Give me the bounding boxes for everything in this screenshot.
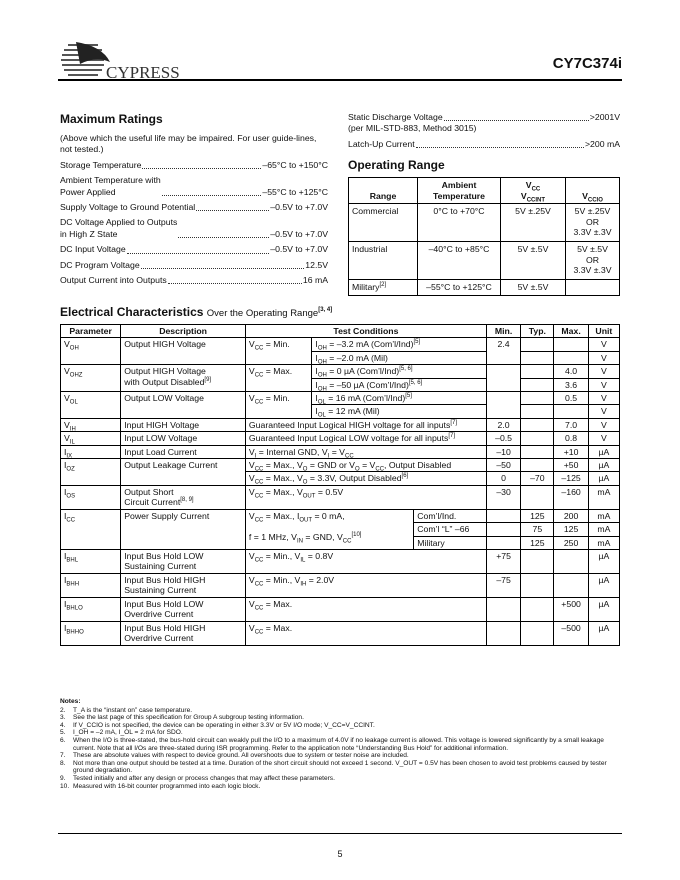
column-header: Ambient Temperature — [418, 178, 501, 204]
table-header-row: Parameter Description Test Conditions Min. Typ. Max. Unit — [61, 325, 620, 338]
note-item: 3. See the last page of this specification for Group A subgroup testing information. — [60, 714, 304, 722]
note-item: 7. These are absolute values with respect to device ground. All overshoots due to system or tester noise are included. — [60, 752, 409, 760]
note-item: 4. If V_CCIO is not specified, the device can be operating in either 3.3V or 5V I/O mode; V_CC=V_CCINT. — [60, 721, 375, 729]
table-row: $V_{OHZ}$ Output HIGH Voltage with Output Disabled[9] $V_{CC}$ = Max. $I_{OH} = 0$ µA (Com’l/Ind)[5, 6] 4.0 V — [61, 365, 620, 378]
rating-note: (per MIL-STD-883, Method 3015) — [348, 123, 477, 134]
table-row: $I_{OZ}$ Output Leakage Current $V_{CC}$ = Max., $V_O$ = GND or $V_O = V_{CC}$, Output Disabled –50 +50 µA — [61, 459, 620, 472]
operating-range-title: Operating Range — [348, 158, 445, 173]
table-row: $I_{IX}$ Input Load Current $V_I$ = Internal GND, $V_I = V_{CC}$ –10 +10 µA — [61, 445, 620, 458]
maximum-ratings-intro: (Above which the useful life may be impaired. For user guide-lines, not tested.) — [60, 133, 317, 155]
electrical-characteristics-title: Electrical Characteristics Over the Operating Range[3, 4] — [60, 305, 333, 319]
table-row: Military 125 250 mA — [61, 536, 620, 549]
table-row: $I_{CC}$ Power Supply Current $V_{CC}$ = Max., $I_{OUT} = 0$ mA, f = 1 MHz, $V_{IN}$ = GND, $V_{CC}[10]$ Com’l/Ind. 125 200 mA — [61, 509, 620, 522]
column-header: Range — [349, 178, 418, 204]
rating-row: Storage Temperature –65°C to +150°C — [60, 159, 328, 170]
rating-row: Ambient Temperature with Power Applied –55°C to +125°C — [60, 175, 328, 197]
right-column — [348, 112, 620, 296]
table-row: $I_{OL} = 12$ mA (Mil) V — [61, 405, 620, 418]
rating-row: Static Discharge Voltage >2001V — [348, 112, 620, 122]
table-row: $I_{OH} = -2.0$ mA (Mil) V — [61, 351, 620, 364]
table-row: $I_{BHHO}$ Input Bus Hold HIGH Overdrive Current $V_{CC}$ = Max. –500 µA — [61, 621, 620, 645]
table-row: Com’l “L” –66 75 125 mA — [61, 523, 620, 536]
table-row: $I_{BHLO}$ Input Bus Hold LOW Overdrive Current $V_{CC}$ = Max. +500 µA — [61, 597, 620, 621]
table-row: $V_{IH}$ Input HIGH Voltage Guaranteed Input Logical HIGH voltage for all inputs[7] 2.0 7.0 V — [61, 418, 620, 431]
note-item: 5. I_OH = –2 mA, I_OL = 2 mA for SDO. — [60, 729, 183, 737]
table-row: Industrial –40°C to +85°C 5V ±.5V 5V ±.5V OR 3.3V ±.3V — [349, 242, 620, 280]
table-row: $I_{OS}$ Output Short Circuit Current[8, 9] $V_{CC}$ = Max., $V_{OUT} = 0.5V$ –30 –160 mA — [61, 485, 620, 509]
column-header: $V_{CCIO}$ — [566, 178, 620, 204]
logo-text: CYPRESS — [106, 63, 180, 82]
rating-row: Output Current into Outputs 16 mA — [60, 275, 328, 286]
table-row: $V_{IL}$ Input LOW Voltage Guaranteed Input Logical LOW voltage for all inputs[7] –0.5 0.8 V — [61, 432, 620, 445]
notes-section — [60, 698, 620, 790]
notes-title: Notes: — [60, 698, 81, 705]
rating-row: DC Program Voltage 12.5V — [60, 259, 328, 270]
note-item: 2. T_A is the “instant on” case temperature. — [60, 706, 193, 714]
electrical-characteristics-table — [60, 324, 620, 646]
maximum-ratings-title: Maximum Ratings — [60, 112, 163, 126]
maximum-ratings-section — [60, 112, 328, 290]
column-header: $V_{CC}$ $V_{CCINT}$ — [501, 178, 566, 204]
table-row: Military[2] –55°C to +125°C 5V ±.5V — [349, 280, 620, 296]
rating-row: Latch-Up Current >200 mA — [348, 138, 620, 149]
operating-range-table — [348, 177, 620, 296]
note-item: 8. Not more than one output should be tested at a time. Duration of the short circuit should not exceed 1 second. V_OUT = 0.5V has been chosen to avoid test problems caused by tester ground degradation. — [60, 759, 607, 775]
rating-row: DC Voltage Applied to Outputs in High Z State –0.5V to +7.0V — [60, 217, 328, 239]
rating-row: DC Input Voltage –0.5V to +7.0V — [60, 244, 328, 255]
table-row: Commercial 0°C to +70°C 5V ±.25V 5V ±.25V OR 3.3V ±.3V — [349, 204, 620, 242]
table-row: $I_{OH} = -50$ µA (Com’l/Ind)[5, 6] 3.6 V — [61, 378, 620, 391]
note-item: 10. Measured with 16-bit counter programmed into each logic block. — [60, 782, 261, 790]
footer-rule — [58, 833, 622, 834]
table-row: $I_{BHL}$ Input Bus Hold LOW Sustaining Current $V_{CC}$ = Min., $V_{IL} = 0.8V$ +75 µA — [61, 549, 620, 573]
table-row: $V_{OH}$ Output HIGH Voltage $V_{CC}$ = Min. $I_{OH} = -3.2$ mA (Com’l/Ind)[5] 2.4 V — [61, 338, 620, 351]
table-row: $V_{OL}$ Output LOW Voltage $V_{CC}$ = Min. $I_{OL} = 16$ mA (Com’l/Ind)[5] 0.5 V — [61, 392, 620, 405]
page-number: 5 — [337, 849, 343, 859]
table-row: $I_{BHH}$ Input Bus Hold HIGH Sustaining Current $V_{CC}$ = Min., $V_{IH} = 2.0V$ –75 µA — [61, 573, 620, 597]
note-item: 6. When the I/O is three-stated, the bus-hold circuit can weakly pull the I/O to a maximum of 4.0V if no leakage current is allowed. This voltage is lowered significantly by a small leakage current. Note that all I/Os are three-stated during ISR programming. Refer to the application note “Understanding Bus Hold” for additional information. — [60, 736, 604, 752]
rating-row: Supply Voltage to Ground Potential –0.5V to +7.0V — [60, 202, 328, 213]
part-number: CY7C374i — [552, 55, 622, 72]
header-rule — [58, 79, 622, 81]
table-row: $V_{CC}$ = Max., $V_O = 3.3V$, Output Disabled[6] 0 –70 –125 µA — [61, 472, 620, 485]
note-item: 9. Tested initially and after any design or process changes that may affect these parameters. — [60, 774, 335, 782]
cypress-logo — [58, 38, 198, 82]
